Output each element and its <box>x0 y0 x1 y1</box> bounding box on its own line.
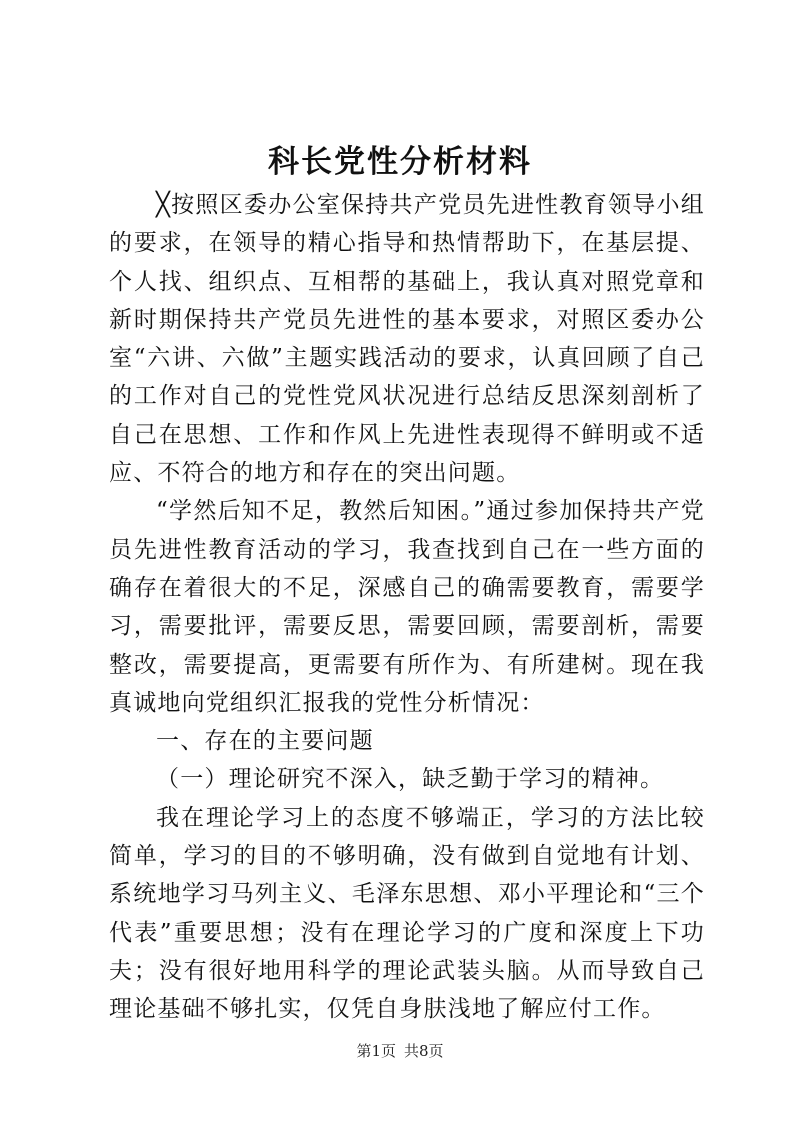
paragraph-theory: 我在理论学习上的态度不够端正，学习的方法比较简单，学习的目的不够明确，没有做到自觉地有计划、系统地学习马列主义、毛泽东思想、邓小平理论和“三个代表”重要思想；没有在理论学习的广度和深度上下功夫；没有很好地用科学的理论武装头脑。从而导致自己理论基础不够扎实，仅凭自身肤浅地了解应付工作。 <box>109 804 705 1023</box>
page-footer <box>0 1040 800 1062</box>
subsection-heading: （一）理论研究不深入，缺乏勤于学习的精神。 <box>156 766 665 793</box>
document-body <box>109 186 705 1029</box>
paragraph-quote: “学然后知不足，教然后知困。”通过参加保持共产党员先进性教育活动的学习，我查找到自己在一些方面的确存在着很大的不足，深感自己的确需要教育，需要学习，需要批评，需要反思，需要回顾，需要剖析，需要整改，需要提高，更需要有所作为、有所建树。现在我真诚地向党组织汇报我的党性分析情况： <box>109 498 705 716</box>
page-number: 第1页 <box>356 1042 396 1060</box>
page-total: 共8页 <box>404 1042 444 1060</box>
document-title: 科长党性分析材料 <box>268 144 532 180</box>
section-heading: 一、存在的主要问题 <box>156 728 374 755</box>
paragraph-intro: ╳按照区委办公室保持共产党员先进性教育领导小组的要求，在领导的精心指导和热情帮助下，在基层提、个人找、组织点、互相帮的基础上，我认真对照党章和新时期保持共产党员先进性的基本要求，对照区委办公室“六讲、六做”主题实践活动的要求，认真回顾了自己的工作对自己的党性党风状况进行总结反思深刻剖析了自己在思想、工作和作风上先进性表现得不鲜明或不适应、不符合的地方和存在的突出问题。 <box>109 192 705 487</box>
